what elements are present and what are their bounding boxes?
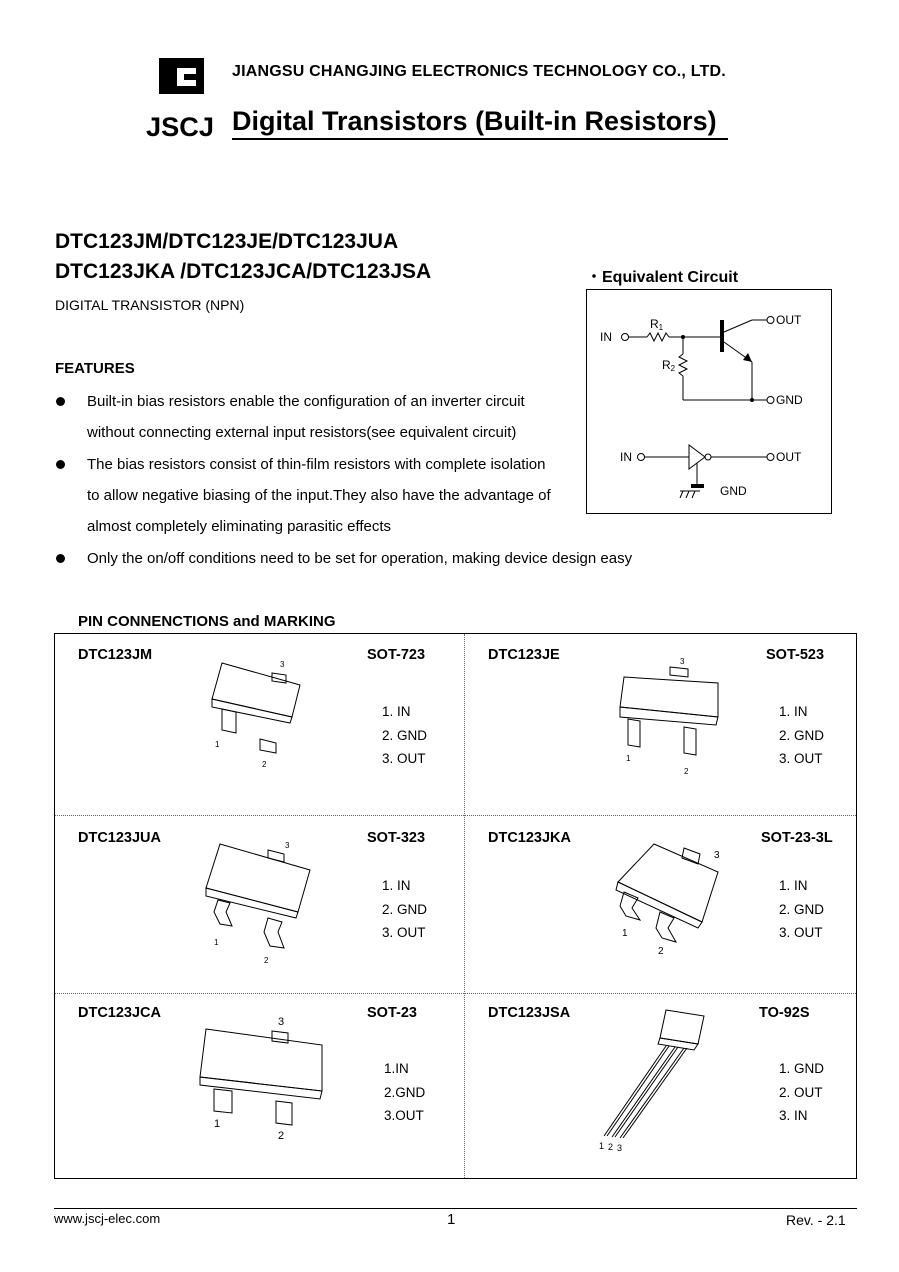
cell-package-name: SOT-523 [766,647,825,663]
bullet-icon [56,554,65,563]
device-type: DIGITAL TRANSISTOR (NPN) [55,297,245,313]
cell-pin-list: 1. IN 2. GND 3. OUT [382,704,428,766]
footer-divider [54,1208,857,1209]
circuit-in-label: IN [600,330,612,344]
part-numbers-line-2: DTC123JKA /DTC123JCA/DTC123JSA [55,260,432,283]
circuit-out-label: OUT [776,313,802,327]
svg-text:3: 3 [285,841,290,850]
company-name: JIANGSU CHANGJING ELECTRONICS TECHNOLOGY CO., LTD. [232,63,726,80]
circuit-gnd-label: GND [776,393,803,407]
inverter-gnd-label: GND [720,484,747,498]
cell-part-name: DTC123JE [488,647,560,663]
pin-connections-table [54,633,857,1179]
cell-part-name: DTC123JKA [488,830,571,846]
equivalent-circuit-diagram [586,289,832,514]
cell-part-name: DTC123JCA [78,1005,161,1021]
cell-part-name: DTC123JSA [488,1005,571,1021]
row-divider [55,815,856,816]
document-title: Digital Transistors (Built-in Resistors) [232,106,717,136]
cell-part-name: DTC123JM [78,647,153,663]
svg-text:3: 3 [617,1143,623,1153]
svg-text:1: 1 [215,740,220,749]
footer-website[interactable]: www.jscj-elec.com [54,1211,161,1226]
cell-pin-list: 1.IN 2.GND 3.OUT [384,1061,426,1123]
svg-text:2: 2 [278,1130,285,1142]
feature-1-line-1: Built-in bias resistors enable the configuration of an inverter circuit [87,393,525,410]
svg-text:3: 3 [278,1016,285,1028]
revision-label: Rev. - 2.1 [786,1212,846,1228]
company-logo [146,56,216,138]
svg-text:1: 1 [214,1118,221,1130]
r2-label: R2 [662,358,676,373]
feature-2-line-1: The bias resistors consist of thin-film resistors with complete isolation [87,456,546,473]
cell-package-name: SOT-723 [367,647,426,663]
cell-part-name: DTC123JUA [78,830,161,846]
features-heading: FEATURES [55,360,135,377]
cell-pin-list: 1. GND 2. OUT 3. IN [779,1061,825,1123]
svg-text:1: 1 [622,928,628,939]
cell-package-name: SOT-23 [367,1005,417,1021]
cell-pin-list: 1. IN 2. GND 3. OUT [779,704,825,766]
feature-3-line-1: Only the on/off conditions need to be set for operation, making device design easy [87,550,633,567]
cell-pin-list: 1. IN 2. GND 3. OUT [779,878,825,940]
svg-text:1: 1 [599,1141,605,1151]
svg-text:2: 2 [658,946,664,957]
cell-package-name: TO-92S [759,1005,810,1021]
cell-package-name: SOT-323 [367,830,426,846]
feature-2-line-2: to allow negative biasing of the input.They also have the advantage of [87,487,551,504]
column-divider [464,634,465,1178]
part-numbers-line-1: DTC123JM/DTC123JE/DTC123JUA [55,230,399,253]
to-92s-package-drawing [594,1008,714,1158]
cell-package-name: SOT-23-3L [761,830,833,846]
cell-pin-list: 1. IN 2. GND 3. OUT [382,878,428,940]
page-number: 1 [447,1211,456,1228]
svg-text:3: 3 [280,660,285,669]
bullet-icon [56,397,65,406]
sot-23-3l-package-drawing [606,838,731,965]
svg-text:3: 3 [714,850,720,861]
logo-text: JSCJ [146,112,214,138]
svg-text:2: 2 [264,956,269,965]
svg-text:2: 2 [262,760,267,769]
bullet-icon [56,460,65,469]
svg-text:2: 2 [684,767,689,775]
svg-text:2: 2 [608,1142,614,1152]
r1-label: R1 [650,317,664,332]
title-underline [232,138,728,140]
feature-2-line-3: almost completely eliminating parasitic effects [87,518,392,535]
svg-text:1: 1 [626,754,631,763]
feature-1-line-2: without connecting external input resistors(see equivalent circuit) [87,424,517,441]
inverter-in-label: IN [620,450,632,464]
sot-323-package-drawing [196,838,321,971]
sot-523-package-drawing [610,655,725,780]
sot-23-package-drawing [190,1013,330,1150]
pin-connections-heading: PIN CONNENCTIONS and MARKING [78,613,336,630]
sot-723-package-drawing [200,655,310,775]
inverter-out-label: OUT [776,450,802,464]
equivalent-circuit-title: ・Equivalent Circuit [586,269,739,286]
row-divider [55,993,856,994]
svg-text:3: 3 [680,657,685,666]
svg-text:1: 1 [214,938,219,947]
